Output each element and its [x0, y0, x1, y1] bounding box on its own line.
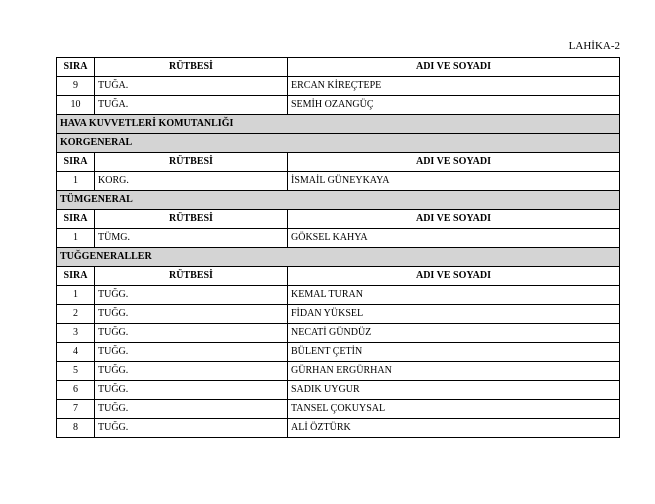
cell-adi-soyadi: TANSEL ÇOKUYSAL — [288, 400, 620, 419]
section-heading-row — [57, 191, 620, 210]
cell-sira: 4 — [57, 343, 95, 362]
cell-sira: 9 — [57, 77, 95, 96]
header-adi-soyadi: ADI VE SOYADI — [288, 210, 620, 229]
header-sira: SIRA — [57, 210, 95, 229]
section-heading: TUĞGENERALLER — [57, 248, 620, 267]
table-row — [57, 305, 620, 324]
header-sira: SIRA — [57, 58, 95, 77]
table-row — [57, 286, 620, 305]
section-heading-row — [57, 134, 620, 153]
cell-sira: 7 — [57, 400, 95, 419]
column-header-row — [57, 267, 620, 286]
column-header-row — [57, 153, 620, 172]
cell-rutbe: TUĞG. — [95, 381, 288, 400]
table-row — [57, 381, 620, 400]
column-header-row — [57, 58, 620, 77]
cell-adi-soyadi: ALİ ÖZTÜRK — [288, 419, 620, 438]
cell-sira: 6 — [57, 381, 95, 400]
header-adi-soyadi: ADI VE SOYADI — [288, 58, 620, 77]
section-heading-row — [57, 115, 620, 134]
cell-rutbe: TÜMG. — [95, 229, 288, 248]
cell-adi-soyadi: İSMAİL GÜNEYKAYA — [288, 172, 620, 191]
cell-rutbe: TUĞG. — [95, 400, 288, 419]
section-heading: HAVA KUVVETLERİ KOMUTANLIĞI — [57, 115, 620, 134]
header-sira: SIRA — [57, 267, 95, 286]
column-header-row — [57, 210, 620, 229]
table-row — [57, 343, 620, 362]
cell-rutbe: TUĞG. — [95, 324, 288, 343]
section-heading-row — [57, 248, 620, 267]
cell-rutbe: TUĞG. — [95, 286, 288, 305]
header-rutbe: RÜTBESİ — [95, 210, 288, 229]
header-adi-soyadi: ADI VE SOYADI — [288, 267, 620, 286]
cell-rutbe: TUĞG. — [95, 419, 288, 438]
cell-adi-soyadi: KEMAL TURAN — [288, 286, 620, 305]
cell-rutbe: KORG. — [95, 172, 288, 191]
header-adi-soyadi: ADI VE SOYADI — [288, 153, 620, 172]
cell-sira: 3 — [57, 324, 95, 343]
table-row — [57, 324, 620, 343]
table-row — [57, 172, 620, 191]
section-heading: KORGENERAL — [57, 134, 620, 153]
cell-adi-soyadi: SEMİH OZANGÜÇ — [288, 96, 620, 115]
header-rutbe: RÜTBESİ — [95, 267, 288, 286]
section-heading: TÜMGENERAL — [57, 191, 620, 210]
header-rutbe: RÜTBESİ — [95, 58, 288, 77]
cell-sira: 1 — [57, 286, 95, 305]
table-row — [57, 419, 620, 438]
table-row — [57, 400, 620, 419]
cell-rutbe: TUĞA. — [95, 77, 288, 96]
cell-sira: 2 — [57, 305, 95, 324]
cell-rutbe: TUĞG. — [95, 305, 288, 324]
header-sira: SIRA — [57, 153, 95, 172]
header-rutbe: RÜTBESİ — [95, 153, 288, 172]
cell-rutbe: TUĞG. — [95, 362, 288, 381]
table-row — [57, 96, 620, 115]
cell-sira: 1 — [57, 172, 95, 191]
table-row — [57, 362, 620, 381]
cell-sira: 10 — [57, 96, 95, 115]
table-row — [57, 77, 620, 96]
cell-adi-soyadi: ERCAN KİREÇTEPE — [288, 77, 620, 96]
personnel-table — [56, 57, 620, 438]
cell-sira: 1 — [57, 229, 95, 248]
cell-sira: 8 — [57, 419, 95, 438]
cell-sira: 5 — [57, 362, 95, 381]
cell-adi-soyadi: SADIK UYGUR — [288, 381, 620, 400]
cell-rutbe: TUĞG. — [95, 343, 288, 362]
cell-rutbe: TUĞA. — [95, 96, 288, 115]
cell-adi-soyadi: GÖKSEL KAHYA — [288, 229, 620, 248]
cell-adi-soyadi: FİDAN YÜKSEL — [288, 305, 620, 324]
annex-label: LAHİKA-2 — [568, 40, 620, 52]
cell-adi-soyadi: BÜLENT ÇETİN — [288, 343, 620, 362]
cell-adi-soyadi: GÜRHAN ERGÜRHAN — [288, 362, 620, 381]
cell-adi-soyadi: NECATİ GÜNDÜZ — [288, 324, 620, 343]
table-row — [57, 229, 620, 248]
